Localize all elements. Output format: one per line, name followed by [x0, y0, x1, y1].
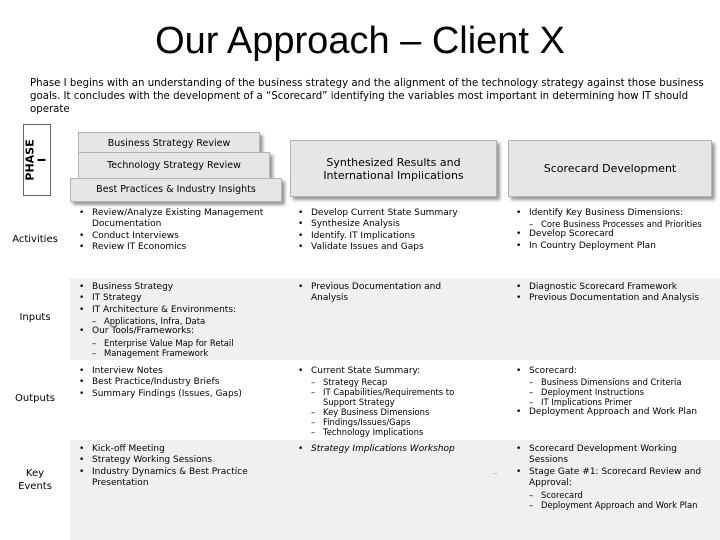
row-label-inputs: Inputs: [19, 312, 51, 323]
row-label-activities: Activities: [12, 234, 58, 245]
bullet-item: • Review IT Economics: [79, 242, 274, 253]
row-label-key-events: Key Events: [18, 468, 52, 492]
outputs-col3: [516, 366, 708, 419]
sub-bullet-item: – Deployment Approach and Work Plan: [516, 500, 708, 510]
phase-label-box: [23, 124, 51, 196]
bullet-item: • Review/Analyze Existing Management Documentation: [79, 208, 274, 231]
bullet-item: • Summary Findings (Issues, Gaps): [79, 389, 274, 400]
outputs-col1: [79, 366, 274, 400]
synthesized-results-header: [290, 140, 497, 197]
bullet-item: • Develop Scorecard: [516, 229, 714, 240]
sub-bullet-item: – Key Business Dimensions: [298, 407, 483, 417]
key-events-col1: [79, 444, 279, 490]
bullet-item: • Develop Current State Summary: [298, 208, 488, 219]
technology-strategy-header-label: Technology Strategy Review: [107, 160, 241, 171]
approval-stamp: —: [493, 472, 498, 477]
bullet-item: • Current State Summary:: [298, 366, 483, 377]
bullet-item: • Our Tools/Frameworks:: [79, 326, 274, 337]
intro-paragraph: Phase I begins with an understanding of the business strategy and the alignment of the technology strategy against those business goals. It concludes with the development of a “Scorecard” identifying the variables most important in determining how IT should operate: [30, 78, 704, 115]
technology-strategy-header: [78, 152, 270, 180]
bullet-item: • Interview Notes: [79, 366, 274, 377]
business-strategy-header-label: Business Strategy Review: [107, 138, 231, 149]
sub-bullet-item: – IT Capabilities/Requirements to Support Strategy: [298, 387, 483, 407]
best-practices-header: [70, 178, 282, 202]
sub-bullet-item: – IT Implications Primer: [516, 397, 708, 407]
bullet-item: • IT Architecture & Environments:: [79, 305, 274, 316]
bullet-item: • Validate Issues and Gaps: [298, 242, 488, 253]
bullet-item: • Scorecard:: [516, 366, 708, 377]
activities-col3: [516, 208, 714, 252]
bullet-item: • IT Strategy: [79, 293, 274, 304]
bullet-item: • Strategy Working Sessions: [79, 455, 279, 466]
scorecard-development-header: [508, 140, 712, 197]
bullet-item: • Strategy Implications Workshop: [298, 444, 483, 455]
outputs-col2: [298, 366, 483, 437]
sub-bullet-item: – Scorecard: [516, 490, 708, 500]
bullet-item: • Synthesize Analysis: [298, 219, 488, 230]
key-events-col2: [298, 444, 483, 455]
bullet-item: • In Country Deployment Plan: [516, 241, 714, 252]
bullet-item: • Identify Key Business Dimensions:: [516, 208, 714, 219]
bullet-item: • Best Practice/Industry Briefs: [79, 377, 274, 388]
bullet-item: • Kick-off Meeting: [79, 444, 279, 455]
sub-bullet-item: – Business Dimensions and Criteria: [516, 377, 708, 387]
sub-bullet-item: – Technology Implications: [298, 427, 483, 437]
activities-col2: [298, 208, 488, 254]
sub-bullet-item: – Applications, Infra, Data: [79, 316, 274, 326]
sub-bullet-item: – Core Business Processes and Priorities: [516, 219, 714, 229]
best-practices-header-label: Best Practices & Industry Insights: [96, 184, 256, 195]
bullet-item: • Conduct Interviews: [79, 231, 274, 242]
phase-label: PHASE I: [24, 139, 49, 181]
bullet-item: • Diagnostic Scorecard Framework: [516, 282, 706, 293]
key-events-col3: [516, 444, 708, 510]
synthesized-results-header-label: Synthesized Results and International Implications: [323, 155, 464, 182]
sub-bullet-item: – Findings/Issues/Gaps: [298, 417, 483, 427]
bullet-item: • Identify. IT Implications: [298, 231, 488, 242]
bullet-item: • Previous Documentation and Analysis: [298, 282, 478, 305]
bullet-item: • Industry Dynamics & Best Practice Presentation: [79, 467, 279, 490]
bullet-item: • Scorecard Development Working Sessions: [516, 444, 708, 467]
page-title: Our Approach – Client X: [155, 20, 565, 62]
scorecard-development-header-label: Scorecard Development: [543, 162, 677, 175]
bullet-item: • Deployment Approach and Work Plan: [516, 407, 708, 418]
inputs-col3: [516, 282, 706, 305]
bullet-item: • Stage Gate #1: Scorecard Review and Approval:: [516, 467, 708, 490]
inputs-col1: [79, 282, 274, 358]
bullet-item: • Business Strategy: [79, 282, 274, 293]
inputs-col2: [298, 282, 478, 305]
bullet-item: • Previous Documentation and Analysis: [516, 293, 706, 304]
sub-bullet-item: – Strategy Recap: [298, 377, 483, 387]
activities-col1: [79, 208, 274, 254]
sub-bullet-item: – Deployment Instructions: [516, 387, 708, 397]
row-label-outputs: Outputs: [15, 393, 55, 404]
sub-bullet-item: – Enterprise Value Map for Retail: [79, 338, 274, 348]
sub-bullet-item: – Management Framework: [79, 348, 274, 358]
